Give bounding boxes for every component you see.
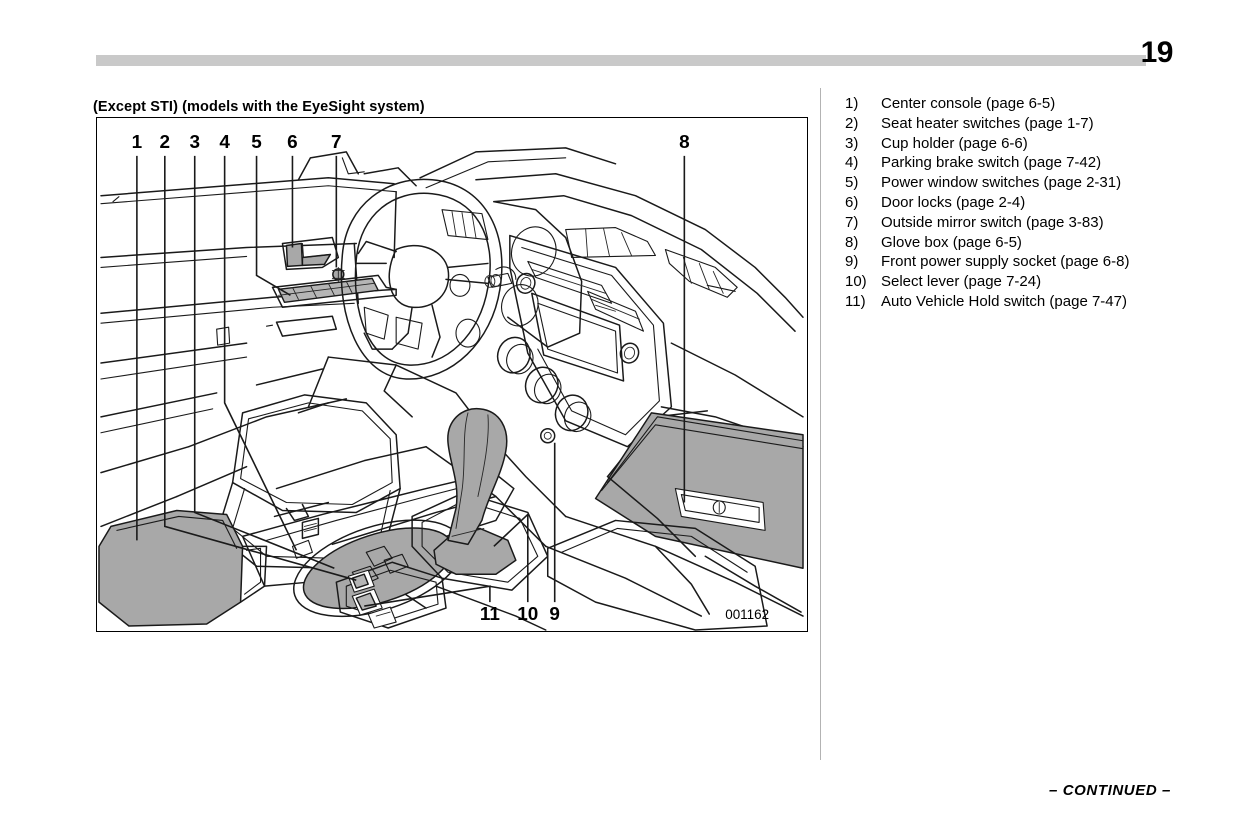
legend-item-label: Door locks (page 2-4)	[881, 193, 1026, 211]
legend-item-number: 3)	[845, 134, 859, 152]
legend-list	[845, 94, 1225, 312]
legend-item	[845, 272, 1225, 292]
legend-item-label: Seat heater switches (page 1-7)	[881, 114, 1094, 132]
glove-box	[596, 413, 803, 568]
legend-item-number: 8)	[845, 233, 859, 251]
callout-5: 5	[251, 131, 262, 153]
callout-6: 6	[287, 131, 298, 153]
legend-item-number: 5)	[845, 174, 859, 192]
legend-item	[845, 173, 1225, 193]
legend-item-label: Glove box (page 6-5)	[881, 233, 1022, 251]
callout-8: 8	[679, 131, 690, 153]
legend-item-number: 4)	[845, 154, 859, 172]
callout-1: 1	[131, 131, 143, 153]
legend-item-number: 7)	[845, 213, 859, 231]
footer-continued-label: – CONTINUED –	[1049, 782, 1171, 799]
legend-item-label: Parking brake switch (page 7-42)	[881, 154, 1102, 172]
legend-item-label: Front power supply socket (page 6-8)	[881, 253, 1130, 271]
callout-7: 7	[331, 131, 342, 153]
legend-item	[845, 213, 1225, 233]
legend-item-label: Cup holder (page 6-6)	[881, 134, 1028, 152]
callout-4: 4	[219, 131, 230, 153]
legend-item	[845, 134, 1225, 154]
callout-10: 10	[517, 604, 539, 626]
legend-item-label: Auto Vehicle Hold switch (page 7-47)	[881, 292, 1127, 310]
callout-3: 3	[189, 131, 200, 153]
legend-item	[845, 252, 1225, 272]
callout-11: 11	[479, 604, 500, 626]
legend-item-label: Center console (page 6-5)	[881, 95, 1056, 112]
power-window-switch-panel	[273, 275, 397, 307]
pillar-and-upper-dash	[298, 148, 615, 188]
door-trim-panel	[101, 178, 396, 527]
center-console-armrest	[99, 510, 267, 626]
legend-item-number: 11)	[845, 292, 866, 310]
legend-item	[845, 114, 1225, 134]
legend-item-number: 2)	[845, 114, 859, 132]
callout-9: 9	[549, 604, 560, 626]
column-divider	[820, 88, 821, 760]
legend-item-number: 1)	[845, 95, 859, 112]
page-number: 19	[1140, 36, 1173, 69]
legend-item	[845, 94, 1225, 114]
interior-diagram-figure	[96, 117, 808, 632]
header-rule	[96, 55, 1146, 66]
door-handle	[282, 238, 338, 270]
legend-item	[845, 292, 1225, 312]
legend-item-number: 10)	[845, 273, 867, 291]
legend-item-number: 9)	[845, 253, 859, 271]
legend-item-label: Power window switches (page 2-31)	[881, 174, 1122, 192]
legend-item-number: 6)	[845, 193, 859, 211]
figure-image-id: 001162	[725, 607, 770, 623]
legend-item-label: Select lever (page 7-24)	[881, 273, 1042, 291]
callout-2: 2	[159, 131, 171, 153]
legend-item	[845, 193, 1225, 213]
figure-caption: (Except STI) (models with the EyeSight system)	[93, 99, 425, 115]
legend-item	[845, 233, 1225, 253]
legend-item	[845, 153, 1225, 173]
interior-illustration	[97, 118, 807, 631]
dashboard-upper	[476, 174, 803, 331]
legend-item-label: Outside mirror switch (page 3-83)	[881, 213, 1104, 231]
power-supply-socket	[541, 429, 555, 443]
